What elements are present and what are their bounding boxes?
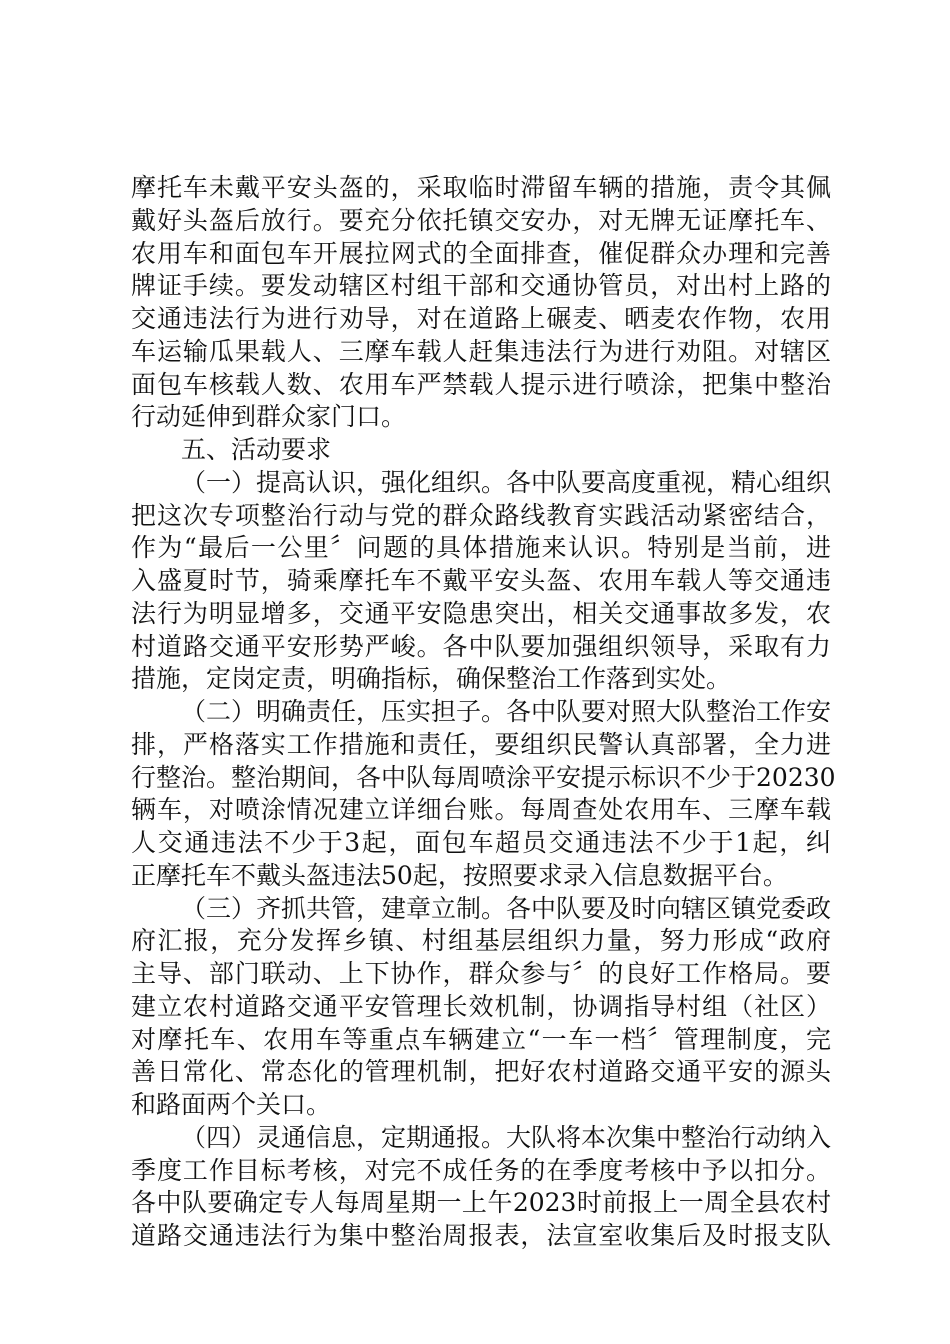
text-line: （三）齐抓共管，建章立制。各中队要及时向辖区镇党委政 [181, 893, 832, 923]
text-line: 戴好头盔后放行。要充分依托镇交安办，对无牌无证摩托车、 [131, 205, 831, 235]
text-line: 排，严格落实工作措施和责任，要组织民警认真部署，全力进 [131, 729, 831, 759]
text-line: 交通违法行为进行劝导，对在道路上碾麦、晒麦农作物，农用 [131, 304, 831, 333]
text-line: 主导、部门联动、上下协作，群众参与〞的良好工作格局。要 [131, 959, 831, 988]
text-line: 农用车和面包车开展拉网式的全面排查，催促群众办理和完善 [131, 238, 831, 268]
text-line: 道路交通违法行为集中整治周报表，法宣室收集后及时报支队 [131, 1221, 831, 1250]
text-line: 善日常化、常态化的管理机制，把好农村道路交通平安的源头 [131, 1057, 831, 1087]
text-line: 法行为明显增多，交通平安隐患突出，相关交通事故多发，农 [131, 598, 831, 628]
text-line: 辆车，对喷涂情况建立详细台账。每周查处农用车、三摩车载 [131, 795, 831, 825]
text-line: 人交通违法不少于3起，面包车超员交通违法不少于1起，纠 [131, 828, 831, 857]
document-body [131, 172, 836, 1253]
text-line: 面包车核载人数、农用车严禁载人提示进行喷涂，把集中整治 [131, 369, 831, 399]
text-line: 行动延伸到群众家门口。 [131, 402, 407, 432]
text-line: （二）明确责任，压实担子。各中队要对照大队整治工作安 [181, 697, 832, 726]
text-line: 作为“最后一公里〞问题的具体措施来认识。特别是当前，进 [131, 533, 831, 563]
text-line: 入盛夏时节，骑乘摩托车不戴平安头盔、农用车载人等交通违 [131, 566, 831, 595]
text-line: 把这次专项整治行动与党的群众路线教育实践活动紧密结合， [131, 500, 831, 530]
text-line: 五、活动要求 [181, 435, 332, 464]
text-line: （四）灵通信息，定期通报。大队将本次集中整治行动纳入 [181, 1122, 832, 1152]
text-line: 车运输瓜果载人、三摩车载人赶集违法行为进行劝阻。对辖区 [131, 336, 831, 366]
text-line: 行整治。整治期间，各中队每周喷涂平安提示标识不少于20230 [131, 762, 836, 792]
text-line: 季度工作目标考核，对完不成任务的在季度考核中予以扣分。 [131, 1155, 831, 1185]
text-line: 和路面两个关口。 [131, 1090, 332, 1119]
text-line: 正摩托车不戴头盔违法50起，按照要求录入信息数据平台。 [131, 860, 788, 890]
text-line: 村道路交通平安形势严峻。各中队要加强组织领导，采取有力 [131, 631, 831, 661]
text-line: 对摩托车、农用车等重点车辆建立“一车一档〞管理制度，完 [131, 1024, 831, 1054]
text-line: 牌证手续。要发动辖区村组干部和交通协管员，对出村上路的 [131, 271, 831, 301]
text-line: 府汇报，充分发挥乡镇、村组基层组织力量，努力形成“政府 [131, 926, 831, 956]
text-line: 摩托车未戴平安头盔的，采取临时滞留车辆的措施，责令其佩 [131, 173, 831, 202]
text-line: 措施，定岗定责，明确指标，确保整治工作落到实处。 [131, 664, 732, 694]
text-line: 建立农村道路交通平安管理长效机制，协调指导村组（社区） [131, 991, 831, 1021]
text-line: 各中队要确定专人每周星期一上午2023时前报上一周全县农村 [131, 1188, 831, 1218]
text-line: （一）提高认识，强化组织。各中队要高度重视，精心组织 [181, 467, 832, 497]
